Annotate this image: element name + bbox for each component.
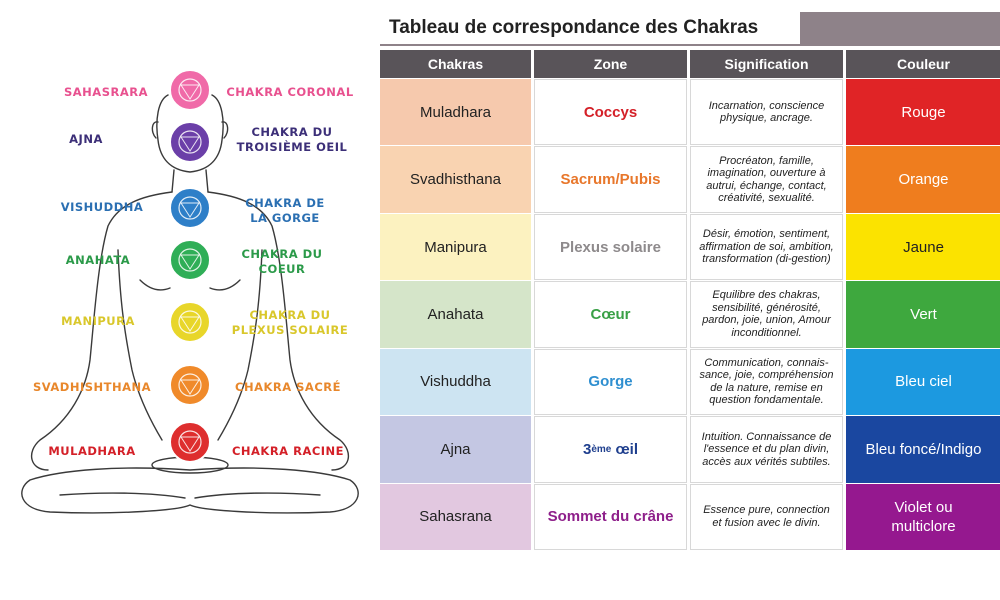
left-label: MANIPURA <box>61 314 135 328</box>
cell-signification <box>690 146 843 212</box>
cell-zone: Sommet du crâne <box>534 484 687 550</box>
cell-signification <box>690 79 843 145</box>
right-label: TROISIÈME OEIL <box>236 140 348 154</box>
couleur-line: Rouge <box>901 103 946 121</box>
header-zone: Zone <box>534 50 687 78</box>
cell-zone: Gorge <box>534 349 687 415</box>
left-label: MULADHARA <box>48 444 136 458</box>
right-label: CHAKRA SACRÉ <box>235 380 341 394</box>
left-label: SAHASRARA <box>63 85 149 99</box>
cell-signification <box>690 281 843 347</box>
right-label: CHAKRA DU <box>251 125 333 139</box>
couleur-line: Bleu ciel <box>895 373 952 391</box>
signification-line: de la nature, remise en <box>710 381 823 394</box>
couleur-line: Orange <box>898 171 949 189</box>
cell-chakra: Muladhara <box>380 79 531 145</box>
cell-chakra: Manipura <box>380 214 531 280</box>
signification-line: affirmation de soi, ambition, <box>699 240 834 253</box>
table-title-box <box>380 12 800 46</box>
cell-couleur <box>846 146 1000 212</box>
signification-line: Procréaton, famille, <box>719 154 814 167</box>
signification-line: Essence pure, connection <box>703 504 830 517</box>
right-label: CHAKRA CORONAL <box>226 85 354 99</box>
signification-line: accès aux vérités subtiles. <box>702 455 831 468</box>
right-label: CHAKRA DU <box>249 308 331 322</box>
signification-line: l'essence et du plan divin, <box>703 443 830 456</box>
chakra-table <box>380 50 1000 550</box>
couleur-line: Bleu foncé/Indigo <box>865 440 982 458</box>
signification-line: question fondamentale. <box>709 394 824 407</box>
cell-zone: Sacrum/Pubis <box>534 146 687 212</box>
cell-chakra: Ajna <box>380 416 531 482</box>
chakra-orb-2 <box>170 188 210 228</box>
cell-zone: Plexus solaire <box>534 214 687 280</box>
signification-line: Intuition. Connaissance de <box>701 430 832 443</box>
right-label: CHAKRA DE <box>245 196 325 210</box>
signification-line: Equilibre des chakras, <box>712 289 821 302</box>
signification-line: créativité, sexualité. <box>718 192 815 205</box>
signification-line: Incarnation, conscience <box>708 99 825 112</box>
signification-line: inconditionnel. <box>731 326 802 339</box>
cell-zone: Cœur <box>534 281 687 347</box>
left-label: VISHUDDHA <box>60 200 144 214</box>
left-label: ANAHATA <box>65 253 131 267</box>
table-title: Tableau de correspondance des Chakras <box>389 17 759 38</box>
header-couleur: Couleur <box>846 50 1000 78</box>
zone-ordinal: ème <box>591 443 612 455</box>
header-chakras: Chakras <box>380 50 531 78</box>
chakra-figure <box>0 0 380 600</box>
chakra-orb-1 <box>170 122 210 162</box>
couleur-line: multiclore <box>891 517 956 535</box>
right-label: CHAKRA RACINE <box>231 444 345 458</box>
right-label: COEUR <box>258 262 306 276</box>
couleur-line: Violet ou <box>894 498 953 516</box>
cell-couleur <box>846 281 1000 347</box>
couleur-line: Vert <box>910 305 937 323</box>
signification-line: sensibilité, générosité, <box>712 301 821 314</box>
signification-line: et fusion avec le divin. <box>712 516 821 529</box>
cell-zone <box>534 416 687 482</box>
cell-signification <box>690 416 843 482</box>
cell-signification <box>690 349 843 415</box>
cell-couleur <box>846 416 1000 482</box>
title-accent-strip <box>800 12 1000 46</box>
left-label: AJNA <box>69 132 103 146</box>
cell-chakra: Anahata <box>380 281 531 347</box>
cell-couleur <box>846 349 1000 415</box>
cell-chakra: Svadhisthana <box>380 146 531 212</box>
cell-chakra: Vishuddha <box>380 349 531 415</box>
signification-line: physique, ancrage. <box>720 112 813 125</box>
chakra-orb-0 <box>170 70 210 110</box>
couleur-line: Jaune <box>903 238 944 256</box>
signification-line: transformation (di-gestion) <box>702 253 831 266</box>
cell-signification <box>690 484 843 550</box>
right-label: CHAKRA DU <box>241 247 323 261</box>
left-label: SVADHISHTHANA <box>32 380 152 394</box>
zone-word: œil <box>611 440 639 458</box>
cell-couleur <box>846 214 1000 280</box>
cell-chakra: Sahasrana <box>380 484 531 550</box>
header-signification: Signification <box>690 50 843 78</box>
signification-line: pardon, joie, union, Amour <box>702 314 831 327</box>
cell-couleur <box>846 79 1000 145</box>
signification-line: Désir, émotion, sentiment, <box>702 228 831 241</box>
chakra-orb-3 <box>170 240 210 280</box>
right-label: PLEXUS SOLAIRE <box>231 323 349 337</box>
cell-zone: Coccys <box>534 79 687 145</box>
chakra-orb-5 <box>170 365 210 405</box>
cell-signification <box>690 214 843 280</box>
chakra-orb-4 <box>170 302 210 342</box>
right-label: LA GORGE <box>250 211 320 225</box>
signification-line: sance, joie, compréhension <box>699 369 834 382</box>
signification-line: imagination, ouverture à <box>707 167 826 180</box>
zone-number: 3 <box>582 440 592 458</box>
signification-line: Communication, connais- <box>704 356 829 369</box>
chakra-orb-6 <box>170 422 210 462</box>
signification-line: autrui, échange, contact, <box>706 179 827 192</box>
cell-couleur <box>846 484 1000 550</box>
